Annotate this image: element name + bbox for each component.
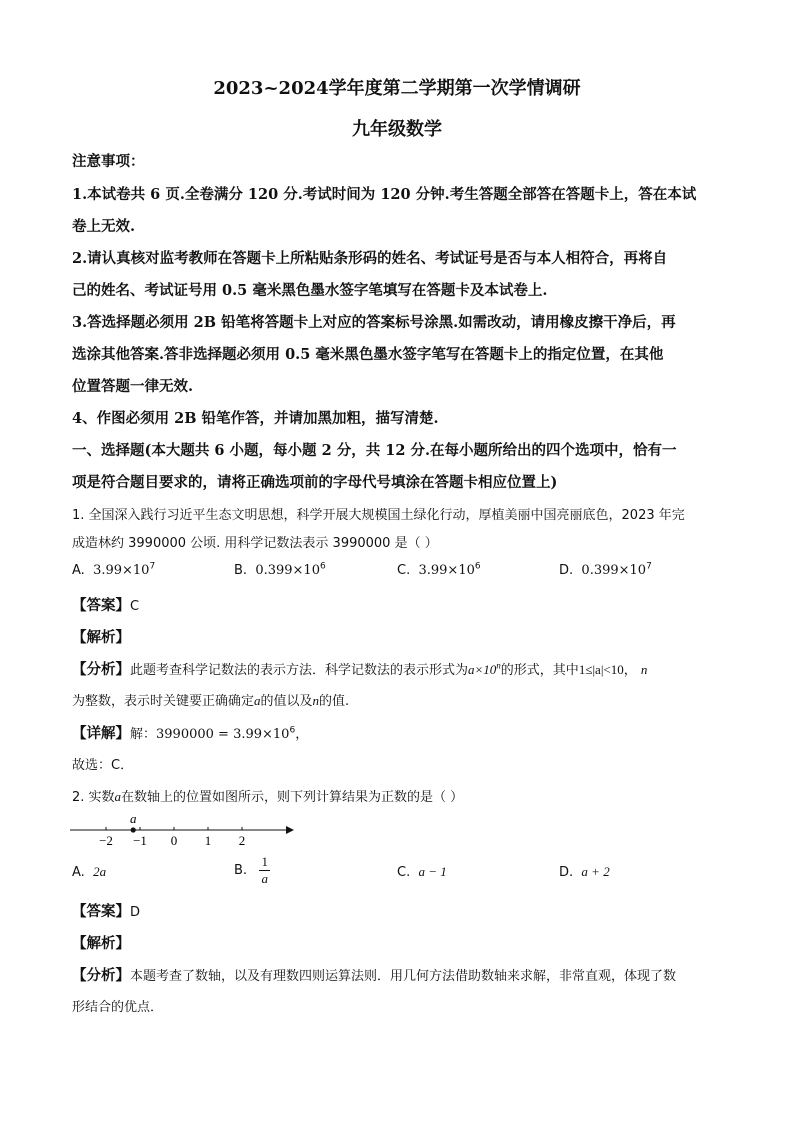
option-b: B. $\frac{1}{a}$ — [234, 854, 268, 886]
answer-line: 【答案】D — [72, 904, 141, 920]
option-c: C. $3.99\times 10^6$ — [397, 561, 481, 578]
notice-line: 1.本试卷共 6 页.全卷满分 120 分.考试时间为 120 分钟.考生答题全部答在答题卡上，答在本试 — [72, 186, 697, 203]
conclusion-line: 故选：C． — [72, 758, 134, 773]
notice-line: 4、作图必须用 2B 铅笔作答，并请加黑加粗，描写清楚. — [72, 410, 439, 427]
point-a — [131, 827, 136, 832]
analysis-line: 【分析】此题考查科学记数法的表示方法．科学记数法的表示形式为$a\times 10^n$的形式，其中1≤|a|<10， n — [72, 660, 648, 678]
number-line-tick-label: −1 — [133, 833, 147, 848]
option-c: C. a − 1 — [397, 864, 447, 880]
analysis-line: 形结合的优点． — [72, 1000, 164, 1015]
section-heading: 一、选择题(本大题共 6 小题，每小题 2 分，共 12 分.在每小题所给出的四个选项中，恰有一 — [72, 442, 677, 459]
number-line-tick-label: 0 — [170, 833, 178, 848]
number-line-tick-label: −2 — [99, 833, 113, 848]
number-line-tick-label: 2 — [238, 833, 246, 848]
notice-line: 己的姓名、考试证号用 0.5 毫米黑色墨水签字笔填写在答题卡及本试卷上. — [72, 282, 548, 299]
notice-line: 卷上无效. — [72, 218, 136, 235]
analysis-label: 【解析】 — [72, 936, 130, 952]
notice-line: 3.答选择题必须用 2B 铅笔将答题卡上对应的答案标号涂黑.如需改动，请用橡皮擦干净后，再 — [72, 314, 676, 331]
question-stem: 2. 实数a在数轴上的位置如图所示，则下列计算结果为正数的是（ ） — [72, 789, 464, 805]
question-stem: 成造林约 3990000 公顷. 用科学记数法表示 3990000 是（ ） — [72, 536, 438, 551]
notice-line: 选涂其他答案.答非选择题必须用 0.5 毫米黑色墨水签字笔写在答题卡上的指定位置，在其他 — [72, 346, 664, 363]
answer-line: 【答案】C — [72, 598, 140, 614]
point-a-label: a — [129, 811, 137, 826]
option-a: A. $3.99\times 10^7$ — [72, 561, 156, 578]
exam-title: 2023~2024学年度第二学期第一次学情调研 — [213, 78, 581, 99]
option-d: D. a + 2 — [559, 864, 610, 880]
option-d: D. $0.399\times 10^7$ — [559, 561, 652, 578]
analysis-label: 【解析】 — [72, 630, 130, 646]
notice-line: 2.请认真核对监考教师在答题卡上所粘贴条形码的姓名、考试证号是否与本人相符合，再将自 — [72, 250, 668, 267]
number-line-arrow-icon — [286, 826, 294, 834]
notice-line: 位置答题一律无效. — [72, 378, 194, 395]
number-line — [66, 808, 296, 850]
exam-subtitle: 九年级数学 — [352, 119, 442, 140]
option-b: B. $0.399\times 10^6$ — [234, 561, 326, 578]
analysis-line: 【分析】本题考查了数轴，以及有理数四则运算法则．用几何方法借助数轴来求解，非常直观，体现了数 — [72, 968, 677, 984]
section-heading: 项是符合题目要求的，请将正确选项前的字母代号填涂在答题卡相应位置上) — [72, 474, 558, 491]
notice-heading: 注意事项： — [72, 153, 145, 170]
number-line-tick-label: 1 — [204, 833, 212, 848]
option-a: A. 2a — [72, 864, 107, 880]
analysis-line: 为整数，表示时关键要正确确定a的值以及n的值. — [72, 693, 350, 709]
question-stem: 1. 全国深入践行习近平生态文明思想，科学开展大规模国土绿化行动，厚植美丽中国亮丽底色，2023 年完 — [72, 508, 685, 523]
detail-line: 【详解】解：$3990000 = 3.99\times 10^6$， — [72, 725, 309, 742]
fraction: $\frac{1}{a}$ — [261, 854, 268, 886]
